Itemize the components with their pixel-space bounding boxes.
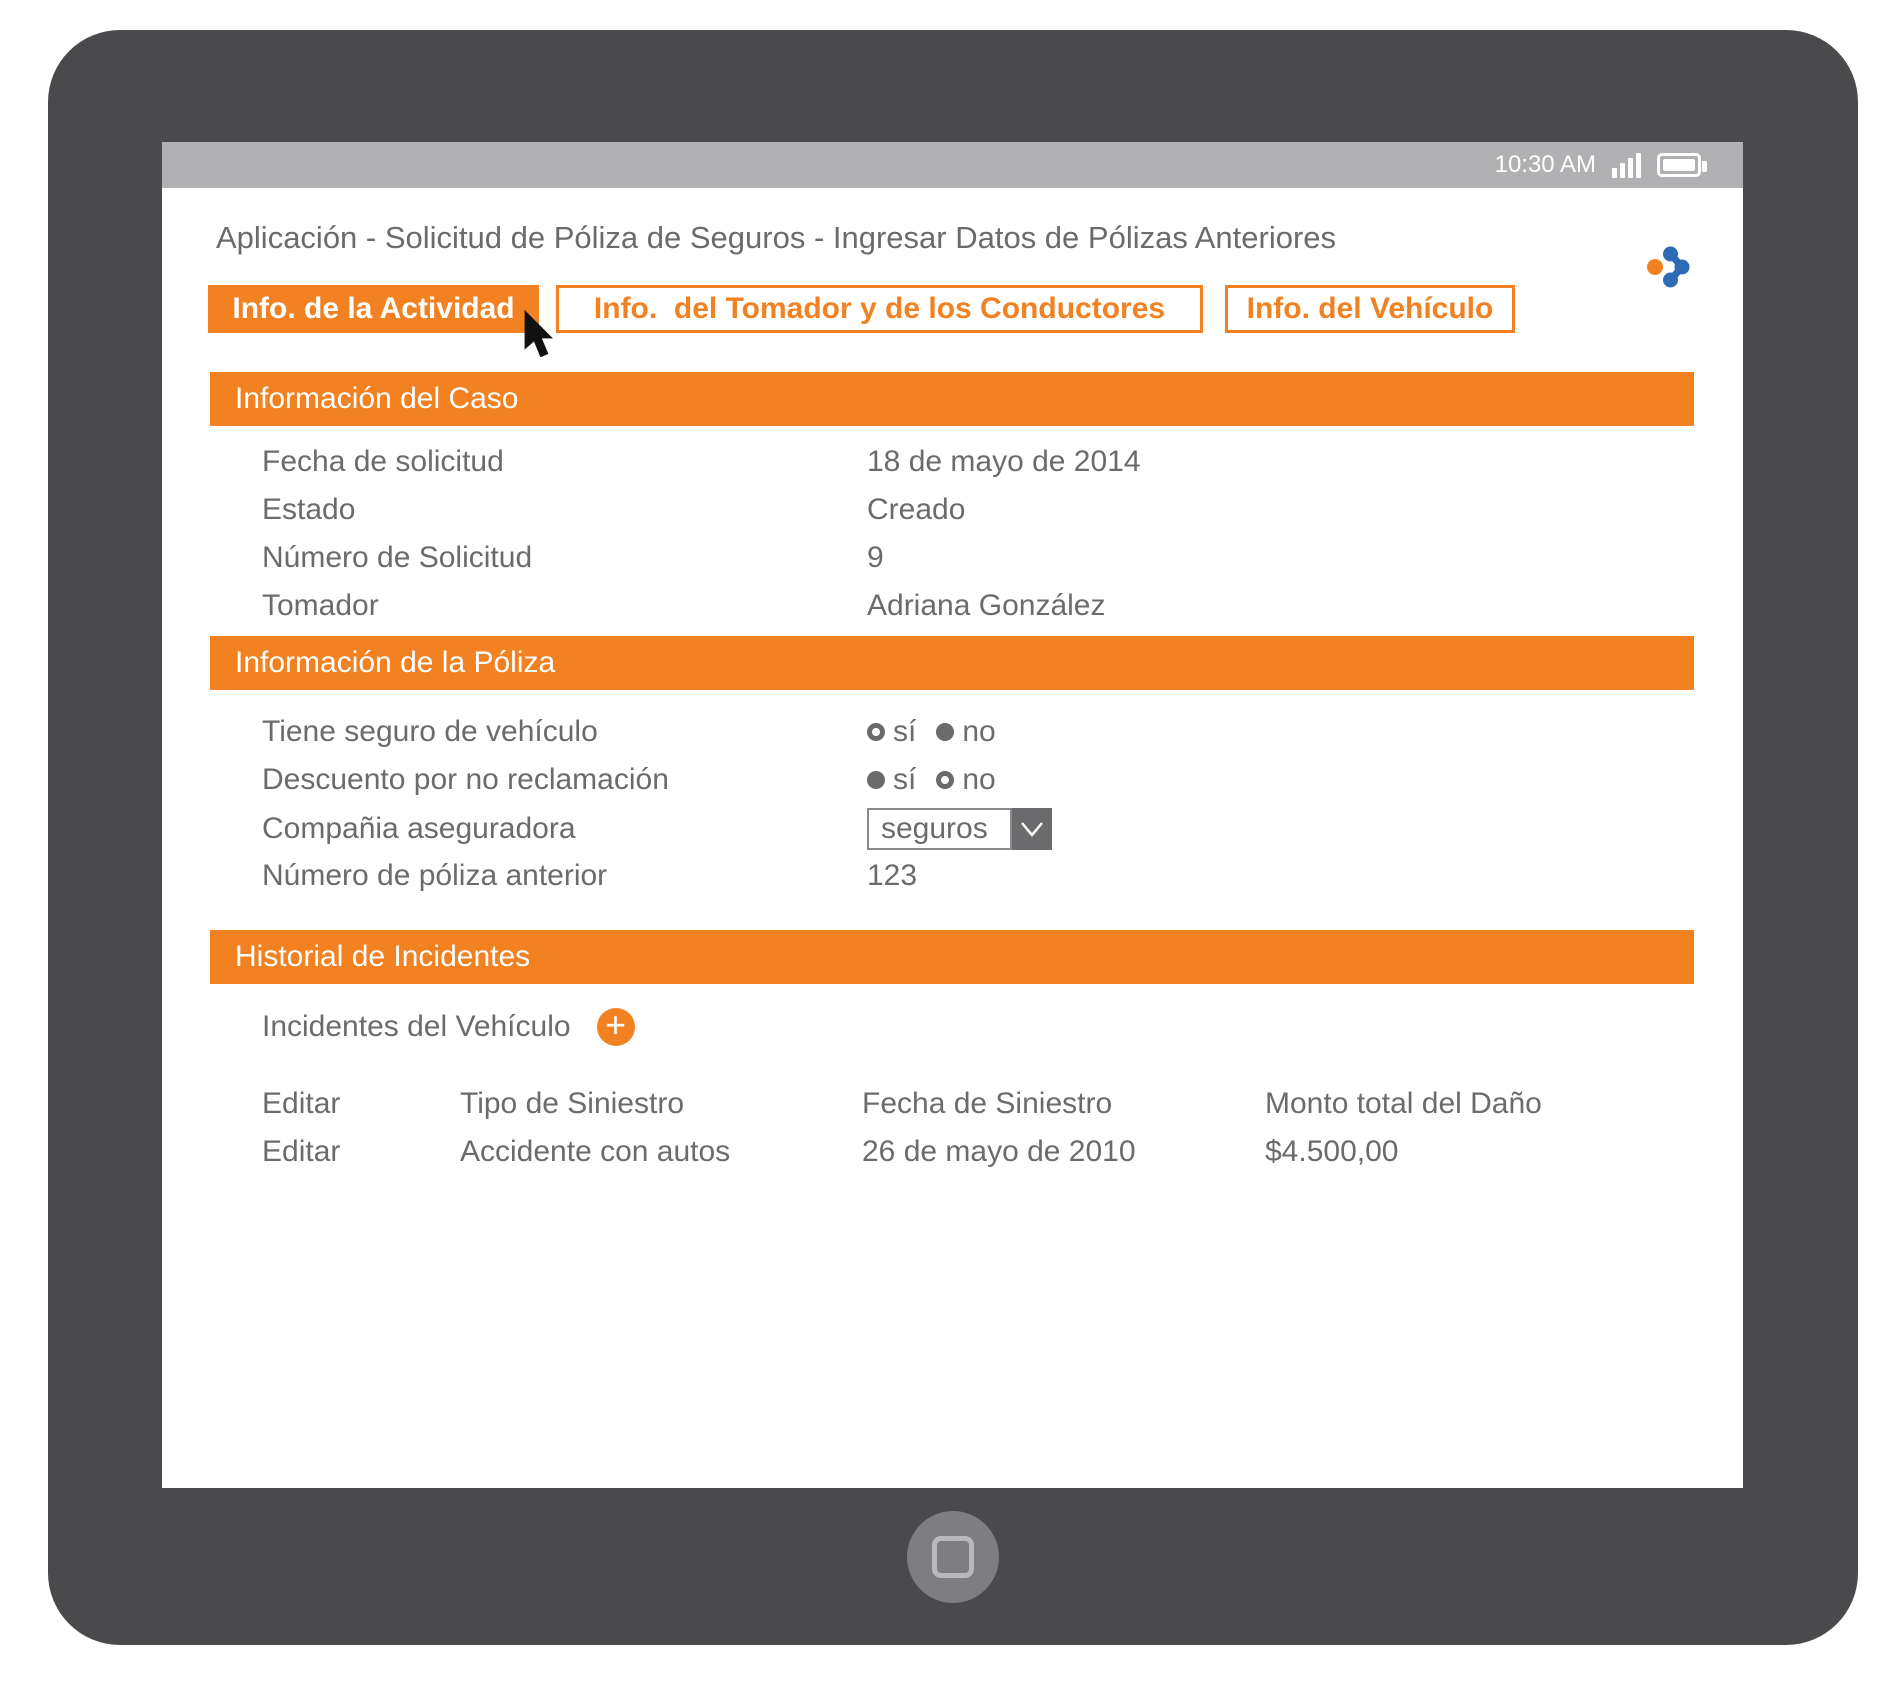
tab-info-tomador-conductores[interactable] xyxy=(556,285,1203,333)
column-header-monto: Monto total del Daño xyxy=(1265,1087,1542,1120)
add-incident-button[interactable] xyxy=(597,1008,635,1046)
status-time: 10:30 AM xyxy=(1494,151,1596,178)
radio-no[interactable] xyxy=(936,771,954,789)
field-label: Estado xyxy=(262,493,356,526)
field-label: Compañia aseguradora xyxy=(262,812,576,845)
section-header-poliza xyxy=(210,636,1694,690)
radio-no[interactable] xyxy=(936,723,954,741)
home-square-icon xyxy=(932,1536,974,1578)
field-row-estado xyxy=(262,486,965,534)
status-bar xyxy=(162,142,1743,188)
field-value: 18 de mayo de 2014 xyxy=(867,445,1141,478)
chevron-down-icon[interactable] xyxy=(1012,808,1052,850)
field-row-numero-solicitud xyxy=(262,534,884,582)
field-row-numero-poliza xyxy=(262,852,917,900)
radio-group-descuento xyxy=(867,763,996,797)
section-title: Información de la Póliza xyxy=(235,646,556,679)
column-header-fecha: Fecha de Siniestro xyxy=(862,1087,1113,1120)
radio-group-tiene-seguro xyxy=(867,715,996,749)
edit-incident-link[interactable]: Editar xyxy=(262,1135,341,1168)
bpm-logo-icon xyxy=(1646,244,1696,290)
incidents-table xyxy=(262,1080,1685,1176)
field-row-descuento xyxy=(262,756,996,804)
radio-yes[interactable] xyxy=(867,771,885,789)
cell-monto-dano: $4.500,00 xyxy=(1265,1135,1399,1168)
field-row-compania xyxy=(262,808,1052,850)
company-select[interactable] xyxy=(867,808,1052,850)
battery-icon xyxy=(1657,153,1701,177)
section-title: Información del Caso xyxy=(235,382,519,415)
field-value: Creado xyxy=(867,493,966,526)
cell-fecha-siniestro: 26 de mayo de 2010 xyxy=(862,1135,1136,1168)
tab-label: Info. del Tomador y de los Conductores xyxy=(593,292,1166,325)
tab-info-vehiculo[interactable] xyxy=(1225,285,1515,333)
field-value: 9 xyxy=(867,541,884,574)
radio-no-label[interactable]: no xyxy=(962,715,996,748)
company-select-value[interactable]: seguros xyxy=(867,808,1012,850)
tablet-frame xyxy=(48,30,1858,1645)
field-row-tiene-seguro xyxy=(262,708,996,756)
field-label: Fecha de solicitud xyxy=(262,445,504,478)
signal-bars-icon xyxy=(1612,152,1641,178)
field-row-fecha-solicitud xyxy=(262,438,1141,486)
column-header-tipo: Tipo de Siniestro xyxy=(460,1087,685,1120)
incidents-subtitle: Incidentes del Vehículo xyxy=(262,1010,571,1043)
tab-label: Info. del Vehículo xyxy=(1246,292,1494,325)
field-label: Tiene seguro de vehículo xyxy=(262,715,598,748)
tab-label: Info. de la Actividad xyxy=(232,292,515,325)
column-header-editar: Editar xyxy=(262,1087,341,1120)
cell-tipo-siniestro: Accidente con autos xyxy=(460,1135,731,1168)
field-label: Descuento por no reclamación xyxy=(262,763,669,796)
radio-yes[interactable] xyxy=(867,723,885,741)
section-header-caso xyxy=(210,372,1694,426)
section-header-historial xyxy=(210,930,1694,984)
field-row-tomador xyxy=(262,582,1105,630)
field-label: Número de Solicitud xyxy=(262,541,533,574)
tablet-screen xyxy=(162,142,1743,1488)
radio-yes-label[interactable]: sí xyxy=(893,715,917,748)
radio-yes-label[interactable]: sí xyxy=(893,763,917,796)
mouse-pointer-icon xyxy=(524,310,554,358)
field-label: Tomador xyxy=(262,589,379,622)
field-value: Adriana González xyxy=(867,589,1106,622)
tab-info-actividad[interactable] xyxy=(208,285,539,333)
incidents-subtitle-row xyxy=(262,1005,635,1049)
page-title: Aplicación - Solicitud de Póliza de Seguros - Ingresar Datos de Pólizas Anteriores xyxy=(216,220,1337,255)
radio-no-label[interactable]: no xyxy=(962,763,996,796)
home-button[interactable] xyxy=(907,1511,999,1603)
field-label: Número de póliza anterior xyxy=(262,859,608,892)
section-title: Historial de Incidentes xyxy=(235,940,531,973)
previous-policy-number-field[interactable]: 123 xyxy=(867,859,918,892)
